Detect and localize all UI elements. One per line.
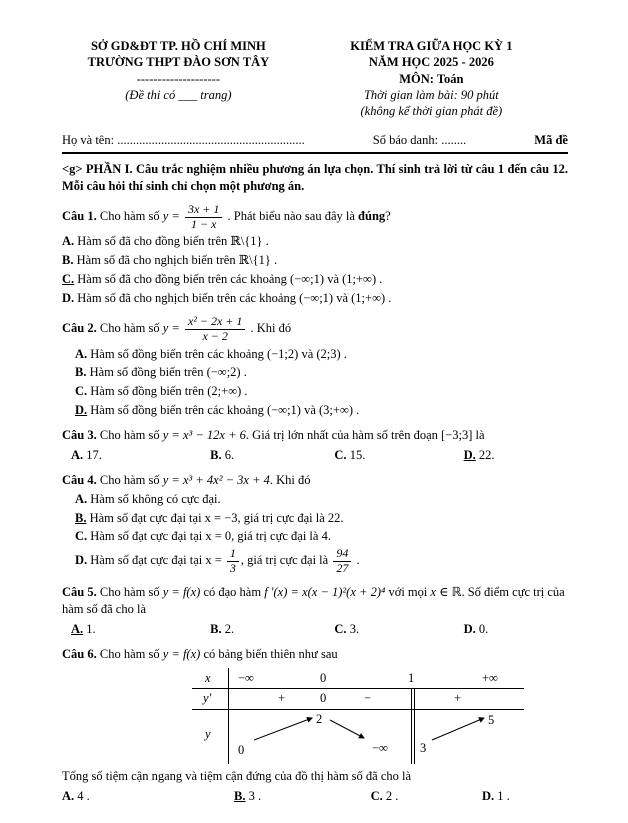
- formula: y = f(x): [162, 646, 201, 661]
- question-3: [62, 427, 568, 464]
- option-label: A.: [75, 346, 88, 361]
- fraction-numerator: x² − 2x + 1: [185, 315, 245, 330]
- option-label-underlined: A.: [71, 621, 84, 636]
- q2-option-a: [62, 346, 568, 363]
- option-text: Hàm số đạt cực đại tại x = 0, giá trị cực đại là 4.: [90, 529, 331, 544]
- question-number: Câu 5.: [62, 584, 97, 599]
- q2-option-d: [62, 402, 568, 419]
- exam-title: KIỂM TRA GIỮA HỌC KỲ 1: [350, 39, 513, 53]
- fraction: [183, 203, 224, 232]
- option-text: .: [356, 553, 360, 568]
- q1-option-b: [62, 252, 568, 269]
- question-number: Câu 1.: [62, 209, 97, 224]
- option-text: Hàm số đồng biến trên (2;+∞) .: [90, 384, 248, 399]
- q5-options: [62, 621, 568, 638]
- option-text: Hàm số đã cho đồng biến trên ℝ\{1} .: [77, 234, 269, 249]
- option-text: Hàm số đạt cực đại tại x =: [90, 553, 222, 568]
- option-text: 1.: [86, 621, 96, 636]
- question-text: Cho hàm số: [99, 428, 160, 443]
- fraction-denominator: 27: [336, 561, 349, 576]
- student-info-row: [62, 132, 568, 154]
- emphasis-word: đúng: [358, 209, 386, 224]
- duration-note: (không kể thời gian phát đề): [360, 104, 503, 118]
- question-text: Cho hàm số: [99, 209, 160, 224]
- q2-option-c: [62, 383, 568, 400]
- option-label: B.: [210, 447, 222, 462]
- fraction-numerator: 3x + 1: [185, 203, 222, 218]
- q4-option-b: [62, 510, 568, 527]
- option-label: C.: [334, 621, 347, 636]
- table-y-header: y: [205, 727, 211, 742]
- table-yprime-sign: +: [454, 691, 462, 706]
- option-text: 3.: [349, 621, 360, 636]
- question-text: . Khi đó: [250, 321, 292, 336]
- q3-option-c: [334, 447, 463, 464]
- q6-option-c: [371, 788, 482, 805]
- q6-option-d: [482, 788, 568, 805]
- table-yprime-sign: −: [364, 691, 372, 706]
- option-label-underlined: B.: [75, 510, 87, 525]
- question-5: [62, 584, 568, 638]
- fraction-denominator: 1 − x: [190, 216, 217, 231]
- question-number: Câu 3.: [62, 428, 97, 443]
- question-text: với mọi: [388, 584, 428, 599]
- question-1-stem: [62, 203, 568, 232]
- option-text: 22.: [478, 447, 495, 462]
- question-4: [62, 472, 568, 576]
- table-x-value: 0: [320, 671, 327, 686]
- question-text: Cho hàm số: [99, 472, 160, 487]
- question-text: . Số điểm cực trị của hàm số đã cho là: [62, 584, 565, 616]
- decrease-arrow-icon: [330, 720, 364, 738]
- table-y-value: −∞: [372, 741, 388, 756]
- option-text: 3 .: [248, 789, 262, 804]
- increase-arrow-icon: [254, 718, 312, 740]
- table-x-value: −∞: [238, 671, 254, 686]
- variation-table: [192, 668, 524, 764]
- pages-note: (Đề thi có ___ trang): [125, 87, 232, 102]
- q4-option-a: [62, 491, 568, 508]
- option-text: Hàm số không có cực đại.: [90, 491, 221, 506]
- q1-option-c: [62, 271, 568, 288]
- q5-option-d: [464, 621, 568, 638]
- header-left: [62, 38, 295, 119]
- school-name: TRƯỜNG THPT ĐÀO SƠN TÂY: [87, 55, 270, 70]
- increase-arrow-icon: [432, 718, 484, 740]
- q1-option-d: [62, 290, 568, 307]
- q5-option-b: [210, 621, 334, 638]
- table-x-value: +∞: [482, 671, 498, 686]
- question-6-stem: [62, 646, 568, 663]
- option-label: C.: [370, 789, 383, 804]
- option-text: Hàm số đồng biến trên (−∞;2) .: [89, 365, 247, 380]
- question-text: Cho hàm số: [99, 584, 160, 599]
- option-label: B.: [210, 621, 222, 636]
- arrows-layer: [228, 708, 524, 764]
- fraction-numerator: 1: [227, 547, 239, 562]
- question-number: Câu 4.: [62, 472, 97, 487]
- exam-code-label: Mã đề: [534, 133, 568, 148]
- q6-option-b: [234, 788, 371, 805]
- option-text: Hàm số đồng biến trên các khoảng (−∞;1) và (3;+∞) .: [90, 403, 360, 418]
- question-text: Cho hàm số: [99, 646, 160, 661]
- option-label: C.: [75, 529, 88, 544]
- option-text: Hàm số đồng biến trên các khoảng (−1;2) và (2;3) .: [90, 346, 347, 361]
- option-label: D.: [62, 291, 75, 306]
- option-label: A.: [62, 789, 75, 804]
- table-y-value: 3: [420, 741, 427, 756]
- q3-option-b: [210, 447, 334, 464]
- option-text: , giá trị cực đại là: [240, 553, 329, 568]
- student-name-field: Họ và tên: ............................................................: [62, 133, 305, 148]
- question-3-stem: [62, 427, 568, 444]
- formula: x ∈ ℝ: [430, 584, 462, 599]
- fraction-denominator: x − 2: [202, 328, 228, 343]
- q6-option-a: [62, 788, 234, 805]
- option-label: A.: [75, 491, 88, 506]
- question-5-stem: [62, 584, 568, 618]
- fraction-denominator: 3: [229, 561, 236, 576]
- option-text: 17.: [86, 447, 102, 462]
- option-text: 6.: [224, 447, 235, 462]
- fraction: [183, 315, 247, 344]
- option-label-underlined: D.: [75, 403, 88, 418]
- question-text: có bảng biến thiên như sau: [203, 646, 338, 661]
- department-name: SỞ GD&ĐT TP. HỒ CHÍ MINH: [90, 39, 266, 53]
- fraction: [225, 547, 241, 576]
- option-text: 0.: [478, 621, 489, 636]
- question-text: ?: [385, 209, 391, 224]
- subject-label: MÔN: Toán: [399, 71, 464, 86]
- option-label: B.: [75, 365, 87, 380]
- option-label: D.: [75, 553, 88, 568]
- option-text: 2 .: [385, 789, 399, 804]
- part1-heading: <g> PHẦN I. Câu trắc nghiệm nhiều phương án lựa chọn. Thí sinh trả lời từ câu 1 đến câu 12. Mỗi câu hỏi thí sinh chỉ chọn một phương án.: [62, 162, 568, 193]
- option-label: B.: [62, 253, 74, 268]
- header-right: [295, 38, 568, 119]
- question-2-stem: [62, 315, 568, 344]
- table-x-header: x: [205, 671, 211, 686]
- option-text: 15.: [349, 447, 366, 462]
- table-y-value: 0: [238, 743, 245, 758]
- document-header: [62, 38, 568, 119]
- question-1: [62, 203, 568, 307]
- option-text: Hàm số đã cho nghịch biến trên các khoảng (−∞;1) và (1;+∞) .: [77, 291, 392, 306]
- option-label: C.: [334, 447, 347, 462]
- fraction: [331, 547, 353, 576]
- question-text: . Phát biểu nào sau đây là: [227, 209, 355, 224]
- option-label-underlined: D.: [463, 447, 476, 462]
- table-yprime-sign: 0: [320, 691, 327, 706]
- question-6: [62, 646, 568, 806]
- student-id-field: Số báo danh: ........: [372, 133, 467, 148]
- option-label-underlined: C.: [62, 272, 75, 287]
- question-text: . Giá trị lớn nhất của hàm số trên đoạn [−3;3] là: [245, 428, 485, 443]
- q2-option-b: [62, 364, 568, 381]
- question-number: Câu 6.: [62, 646, 97, 661]
- formula: y =: [162, 321, 180, 336]
- question-4-stem: [62, 472, 568, 489]
- formula: f ′(x) = x(x − 1)²(x + 2)⁴: [264, 584, 386, 599]
- question-number: Câu 2.: [62, 321, 97, 336]
- q5-option-c: [334, 621, 463, 638]
- exam-duration: Thời gian làm bài: 90 phút: [363, 87, 499, 102]
- q3-option-d: [464, 447, 568, 464]
- school-year: NĂM HỌC 2025 - 2026: [368, 55, 494, 70]
- option-text: 1 .: [497, 789, 510, 804]
- option-text: 2.: [224, 621, 235, 636]
- table-yprime-header: y′: [203, 691, 212, 706]
- fraction-numerator: 94: [333, 547, 351, 562]
- option-label: D.: [463, 621, 476, 636]
- formula: y = x³ + 4x² − 3x + 4: [162, 472, 270, 487]
- option-label: A.: [62, 234, 75, 249]
- q4-option-d: [62, 547, 568, 576]
- table-y-value: 5: [488, 713, 495, 728]
- q5-option-a: [71, 621, 210, 638]
- question-6-summary: Tổng số tiệm cận ngang và tiệm cận đứng của đồ thị hàm số đã cho là: [62, 769, 412, 784]
- question-text: Cho hàm số: [99, 321, 160, 336]
- table-y-value: 2: [316, 712, 323, 727]
- option-label: C.: [75, 384, 88, 399]
- formula: y = x³ − 12x + 6: [162, 428, 246, 443]
- q3-options: [62, 447, 568, 464]
- q1-option-a: [62, 233, 568, 250]
- formula: y =: [162, 209, 180, 224]
- option-text: 4 .: [77, 789, 90, 804]
- question-2: [62, 315, 568, 419]
- option-label-underlined: B.: [234, 789, 246, 804]
- option-label: D.: [481, 789, 495, 804]
- table-x-value: 1: [408, 671, 415, 686]
- question-text: . Khi đó: [269, 472, 311, 487]
- table-yprime-sign: +: [278, 691, 286, 706]
- table-horizontal-line: [192, 688, 524, 689]
- divider-dashes: --------------------: [136, 71, 220, 86]
- option-text: Hàm số đã cho nghịch biến trên ℝ\{1} .: [76, 253, 278, 268]
- option-text: Hàm số đạt cực đại tại x = −3, giá trị cực đại là 22.: [89, 510, 344, 525]
- q4-option-c: [62, 528, 568, 545]
- question-text: có đạo hàm: [203, 584, 262, 599]
- option-text: Hàm số đã cho đồng biến trên các khoảng (−∞;1) và (1;+∞) .: [77, 272, 383, 287]
- q3-option-a: [71, 447, 210, 464]
- option-label: A.: [71, 447, 84, 462]
- formula: y = f(x): [162, 584, 201, 599]
- q6-options: [62, 788, 568, 805]
